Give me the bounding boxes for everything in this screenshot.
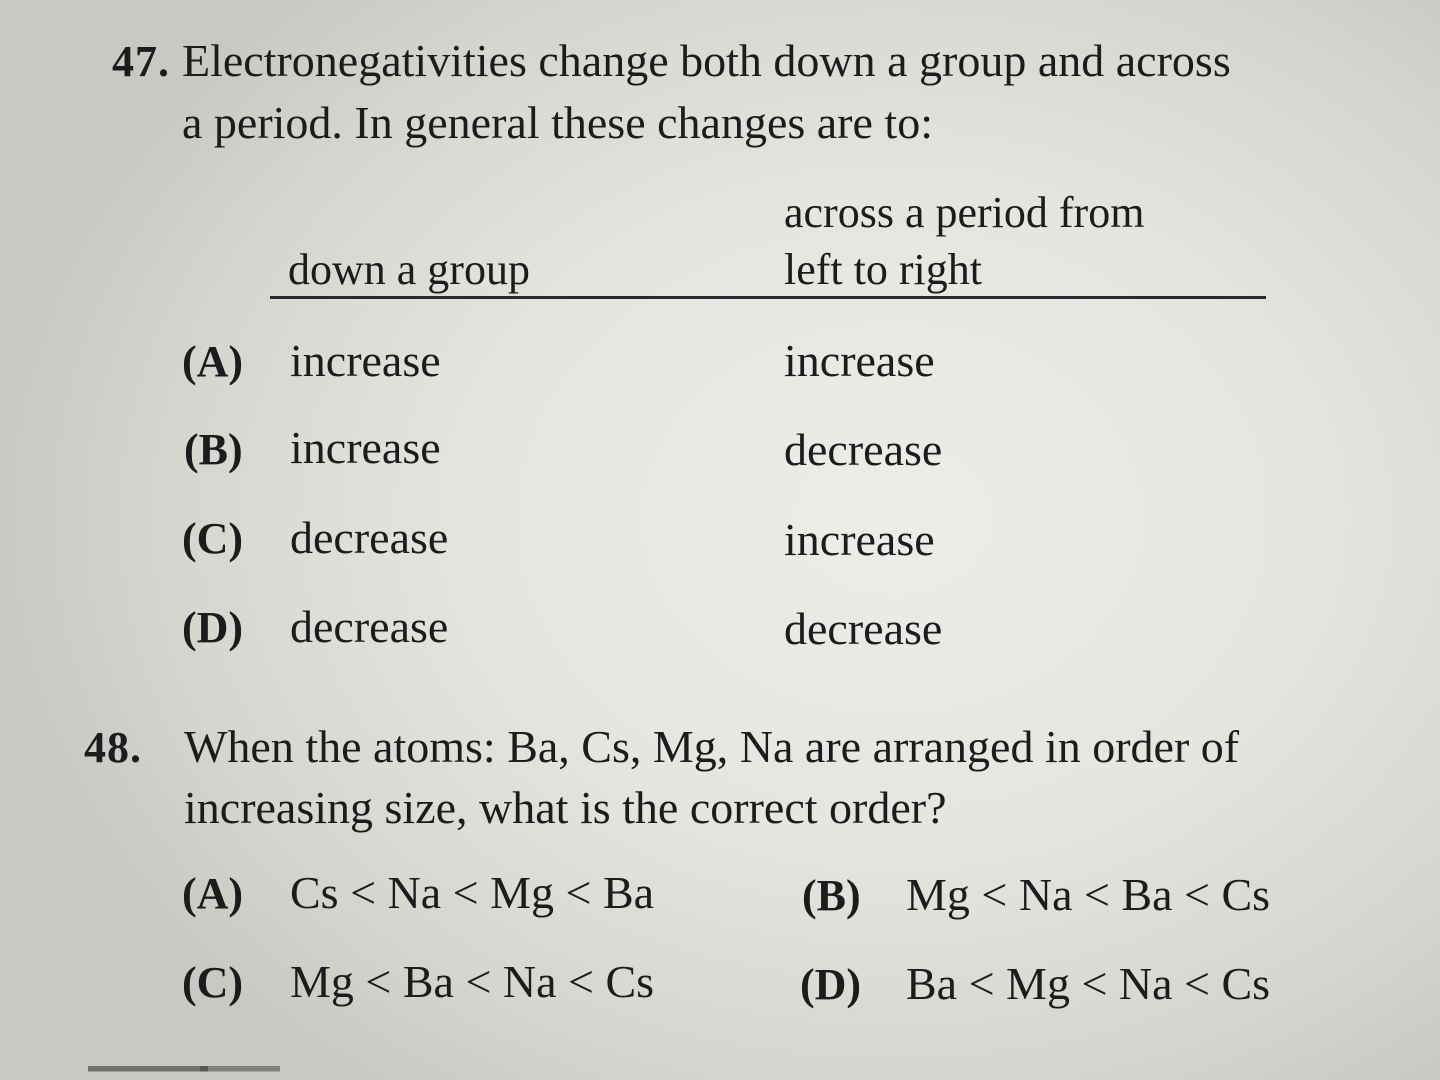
option-letter: (A) <box>182 337 244 386</box>
option-down-group-value: decrease <box>290 512 449 563</box>
question-text-line-2: increasing size, what is the correct order? <box>184 782 947 833</box>
option-down-group-value: decrease <box>290 601 449 652</box>
option-text: Cs < Na < Mg < Ba <box>290 867 655 918</box>
option-across-period-value: decrease <box>784 603 943 654</box>
option-letter: (C) <box>182 514 244 563</box>
option-text: Ba < Mg < Na < Cs <box>906 958 1271 1009</box>
option-text: Mg < Na < Ba < Cs <box>906 869 1271 920</box>
option-down-group-value: increase <box>290 422 441 473</box>
option-letter: (D) <box>800 960 862 1009</box>
next-question-cutoff <box>88 1066 208 1080</box>
option-letter: (A) <box>182 869 244 918</box>
option-letter: (D) <box>182 603 244 652</box>
column-header-across-period-line-2: left to right <box>784 245 982 294</box>
option-across-period-value: increase <box>784 514 935 565</box>
column-header-across-period-line-1: across a period from <box>784 188 1145 237</box>
option-across-period-value: decrease <box>784 424 943 475</box>
option-letter: (B) <box>184 425 243 474</box>
option-text: Mg < Ba < Na < Cs <box>290 956 655 1007</box>
next-question-cutoff <box>200 1066 280 1080</box>
question-text-line-1: Electronegativities change both down a group and across <box>182 35 1231 86</box>
option-across-period-value: increase <box>784 335 935 386</box>
question-text-line-1: When the atoms: Ba, Cs, Mg, Na are arranged in order of <box>184 721 1240 772</box>
option-letter: (B) <box>802 871 861 920</box>
column-header-down-group: down a group <box>288 245 530 294</box>
option-down-group-value: increase <box>290 335 441 386</box>
question-text-line-2: a period. In general these changes are to: <box>182 97 933 148</box>
table-header-rule <box>270 296 1266 299</box>
option-letter: (C) <box>182 958 244 1007</box>
question-number: 47. <box>112 37 170 86</box>
question-number: 48. <box>84 723 142 772</box>
